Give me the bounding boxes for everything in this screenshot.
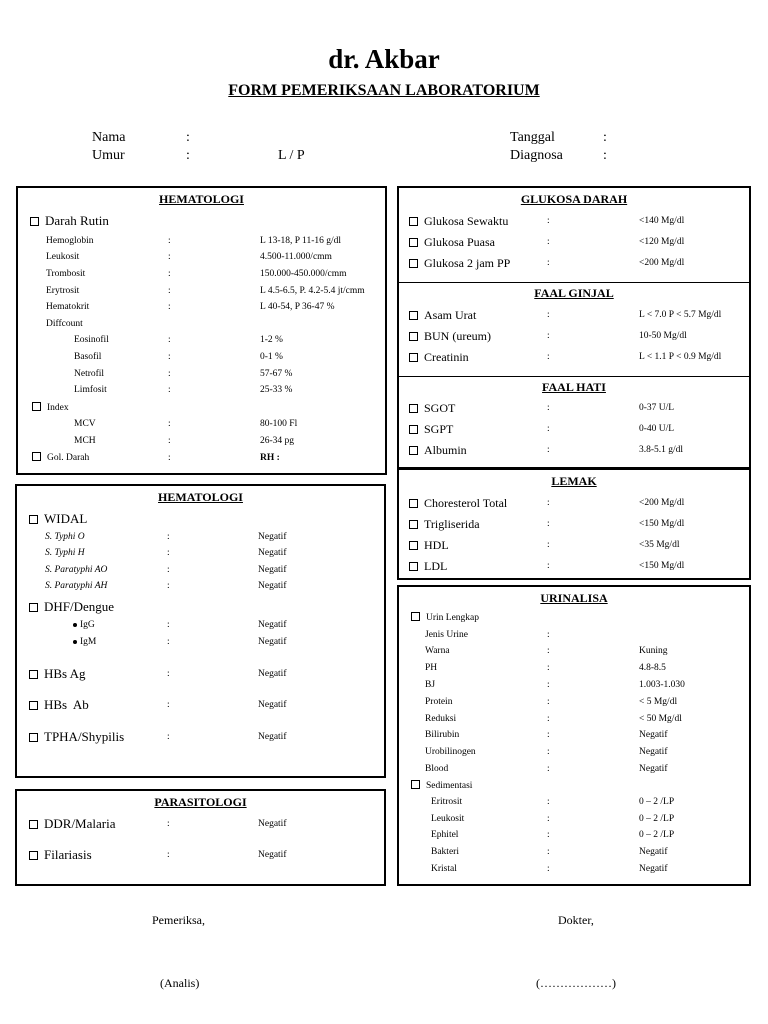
colon: : bbox=[167, 620, 170, 630]
sedimentasi-label: Sedimentasi bbox=[426, 781, 473, 791]
section-title: HEMATOLOGI bbox=[158, 490, 243, 504]
test-name: Reduksi bbox=[425, 714, 457, 724]
test-name: S. Paratyphi AH bbox=[45, 581, 108, 591]
colon: : bbox=[168, 453, 171, 463]
colon: : bbox=[547, 830, 550, 840]
test-name: S. Paratyphi AO bbox=[45, 565, 108, 575]
test-range: 150.000-450.000/cmm bbox=[260, 269, 347, 279]
test-name: Glukosa 2 jam PP bbox=[424, 256, 511, 270]
diffcount-label: Diffcount bbox=[46, 319, 83, 329]
checkbox-icon[interactable] bbox=[411, 780, 420, 789]
nama-colon: : bbox=[186, 130, 190, 145]
checkbox-icon[interactable] bbox=[409, 562, 418, 571]
test-name: SGPT bbox=[424, 422, 454, 436]
test-name: Basofil bbox=[74, 352, 102, 362]
colon: : bbox=[547, 764, 550, 774]
colon: : bbox=[168, 385, 171, 395]
test-range: 80-100 Fl bbox=[260, 419, 298, 429]
dokter-signature: (………………) bbox=[536, 976, 616, 990]
colon: : bbox=[547, 814, 550, 824]
test-range: 10-50 Mg/dl bbox=[639, 331, 687, 341]
checkbox-icon[interactable] bbox=[409, 404, 418, 413]
section-title: LEMAK bbox=[551, 474, 597, 488]
test-name: Blood bbox=[425, 764, 449, 774]
colon: : bbox=[547, 847, 550, 857]
test-name: Glukosa Puasa bbox=[424, 235, 495, 249]
test-range: Negatif bbox=[639, 764, 668, 774]
test-name: MCH bbox=[74, 436, 96, 446]
test-name: S. Typhi H bbox=[45, 548, 85, 558]
colon: : bbox=[547, 663, 550, 673]
test-name: Urobilinogen bbox=[425, 747, 476, 757]
test-range: 0-40 U/L bbox=[639, 424, 675, 434]
test-range: <35 Mg/dl bbox=[639, 540, 680, 550]
test-name: Jenis Urine bbox=[425, 630, 469, 640]
colon: : bbox=[547, 680, 550, 690]
test-name: Choresterol Total bbox=[424, 496, 508, 510]
colon: : bbox=[547, 630, 550, 640]
checkbox-icon[interactable] bbox=[29, 670, 38, 679]
test-range: Negatif bbox=[639, 864, 668, 874]
test-name: S. Typhi O bbox=[45, 532, 85, 542]
colon: : bbox=[547, 498, 550, 508]
test-range: <150 Mg/dl bbox=[639, 561, 685, 571]
colon: : bbox=[168, 269, 171, 279]
colon: : bbox=[547, 216, 550, 226]
colon: : bbox=[168, 419, 171, 429]
test-range: 26-34 pg bbox=[260, 436, 295, 446]
colon: : bbox=[547, 424, 550, 434]
checkbox-icon[interactable] bbox=[29, 603, 38, 612]
test-result: Negatif bbox=[258, 819, 287, 829]
test-name: Ephitel bbox=[431, 830, 459, 840]
section-title: GLUKOSA DARAH bbox=[520, 192, 628, 206]
test-name: IgM bbox=[80, 637, 97, 647]
hematologi-panel bbox=[16, 186, 387, 475]
colon: : bbox=[547, 747, 550, 757]
checkbox-icon[interactable] bbox=[29, 820, 38, 829]
colon: : bbox=[547, 237, 550, 247]
colon: : bbox=[167, 819, 170, 829]
parasitologi-panel bbox=[15, 789, 386, 886]
checkbox-icon[interactable] bbox=[409, 332, 418, 341]
test-name: Trigliserida bbox=[424, 517, 480, 531]
bullet-icon bbox=[73, 640, 77, 644]
test-result: Negatif bbox=[258, 581, 287, 591]
test-name: Glukosa Sewaktu bbox=[424, 214, 509, 228]
test-name: Leukosit bbox=[46, 252, 80, 262]
colon: : bbox=[168, 436, 171, 446]
umur-label: Umur bbox=[92, 148, 125, 163]
colon: : bbox=[547, 697, 550, 707]
form-title: FORM PEMERIKSAAN LABORATORIUM bbox=[228, 82, 540, 99]
colon: : bbox=[547, 540, 550, 550]
test-range: <120 Mg/dl bbox=[639, 237, 685, 247]
test-name: Hemoglobin bbox=[46, 236, 94, 246]
colon: : bbox=[167, 548, 170, 558]
test-range: Negatif bbox=[639, 747, 668, 757]
checkbox-icon[interactable] bbox=[32, 452, 41, 461]
colon: : bbox=[547, 445, 550, 455]
test-name: LDL bbox=[424, 559, 448, 573]
colon: : bbox=[167, 669, 170, 679]
section-title: HEMATOLOGI bbox=[159, 192, 244, 206]
checkbox-icon[interactable] bbox=[409, 353, 418, 362]
test-range: 0-1 % bbox=[260, 352, 283, 362]
colon: : bbox=[167, 700, 170, 710]
test-name: Asam Urat bbox=[424, 308, 477, 322]
kimia-panel bbox=[397, 186, 751, 469]
test-name: Kristal bbox=[431, 864, 457, 874]
nama-label: Nama bbox=[92, 130, 126, 145]
test-range: L < 1.1 P < 0.9 Mg/dl bbox=[639, 352, 722, 362]
colon: : bbox=[547, 310, 550, 320]
checkbox-icon[interactable] bbox=[409, 499, 418, 508]
index-label: Index bbox=[47, 403, 69, 413]
test-result: Negatif bbox=[258, 532, 287, 542]
test-range: L 4.5-6.5, P. 4.2-5.4 jt/cmm bbox=[260, 286, 365, 296]
test-name: BUN (ureum) bbox=[424, 329, 491, 343]
test-name: Creatinin bbox=[424, 350, 469, 364]
test-result: Negatif bbox=[258, 565, 287, 575]
serologi-panel bbox=[15, 484, 386, 778]
test-name: Filariasis bbox=[44, 847, 92, 862]
test-result: Negatif bbox=[258, 850, 287, 860]
test-name: Trombosit bbox=[46, 269, 86, 279]
test-range: Negatif bbox=[639, 847, 668, 857]
test-range: 0-37 U/L bbox=[639, 403, 675, 413]
test-range: L 40-54, P 36-47 % bbox=[260, 302, 335, 312]
section-title: FAAL HATI bbox=[542, 380, 606, 394]
colon: : bbox=[168, 352, 171, 362]
test-name: PH bbox=[425, 663, 438, 673]
checkbox-icon[interactable] bbox=[409, 520, 418, 529]
test-range: 1.003-1.030 bbox=[639, 680, 685, 690]
test-range: 0 – 2 /LP bbox=[639, 814, 675, 824]
doctor-name: dr. Akbar bbox=[328, 44, 440, 74]
colon: : bbox=[167, 850, 170, 860]
analis-signature: (Analis) bbox=[160, 976, 200, 990]
test-name: Eosinofil bbox=[74, 335, 109, 345]
tanggal-label: Tanggal bbox=[510, 130, 555, 145]
checkbox-icon[interactable] bbox=[409, 446, 418, 455]
test-result: Negatif bbox=[258, 620, 287, 630]
rh-label: RH : bbox=[260, 453, 280, 463]
checkbox-icon[interactable] bbox=[30, 217, 39, 226]
checkbox-icon[interactable] bbox=[409, 425, 418, 434]
bullet-icon bbox=[73, 623, 77, 627]
colon: : bbox=[168, 286, 171, 296]
test-range: <200 Mg/dl bbox=[639, 258, 685, 268]
test-range: 25-33 % bbox=[260, 385, 293, 395]
test-result: Negatif bbox=[258, 669, 287, 679]
checkbox-icon[interactable] bbox=[409, 217, 418, 226]
checkbox-icon[interactable] bbox=[32, 402, 41, 411]
test-name: Eritrosit bbox=[431, 797, 463, 807]
test-range: < 5 Mg/dl bbox=[639, 697, 678, 707]
test-name: Netrofil bbox=[74, 369, 105, 379]
colon: : bbox=[547, 730, 550, 740]
colon: : bbox=[167, 565, 170, 575]
urinalisa-panel bbox=[397, 585, 751, 886]
test-name: Erytrosit bbox=[46, 286, 80, 296]
test-name: HDL bbox=[424, 538, 449, 552]
colon: : bbox=[167, 637, 170, 647]
test-range: Kuning bbox=[639, 646, 668, 656]
test-name: SGOT bbox=[424, 401, 456, 415]
test-name: Leukosit bbox=[431, 814, 465, 824]
divider bbox=[399, 376, 749, 377]
test-result: Negatif bbox=[258, 637, 287, 647]
colon: : bbox=[547, 561, 550, 571]
checkbox-icon[interactable] bbox=[409, 311, 418, 320]
section-title: URINALISA bbox=[540, 591, 608, 605]
test-name: IgG bbox=[80, 620, 95, 630]
test-range: Negatif bbox=[639, 730, 668, 740]
colon: : bbox=[547, 258, 550, 268]
test-name: Albumin bbox=[424, 443, 467, 457]
checkbox-icon[interactable] bbox=[29, 701, 38, 710]
test-range: 4.8-8.5 bbox=[639, 663, 666, 673]
checkbox-icon[interactable] bbox=[409, 259, 418, 268]
gol-darah-label: Gol. Darah bbox=[47, 453, 90, 463]
checkbox-icon[interactable] bbox=[409, 238, 418, 247]
test-name: Protein bbox=[425, 697, 453, 707]
test-result: Negatif bbox=[258, 548, 287, 558]
test-result: Negatif bbox=[258, 700, 287, 710]
colon: : bbox=[168, 302, 171, 312]
test-range: L < 7.0 P < 5.7 Mg/dl bbox=[639, 310, 722, 320]
checkbox-icon[interactable] bbox=[29, 851, 38, 860]
test-name: Warna bbox=[425, 646, 450, 656]
test-name: HBs Ag bbox=[44, 666, 86, 681]
dokter-label: Dokter, bbox=[558, 913, 594, 927]
checkbox-icon[interactable] bbox=[411, 612, 420, 621]
diagnosa-label: Diagnosa bbox=[510, 148, 563, 163]
colon: : bbox=[167, 581, 170, 591]
colon: : bbox=[168, 252, 171, 262]
colon: : bbox=[547, 864, 550, 874]
colon: : bbox=[168, 335, 171, 345]
test-range: 0 – 2 /LP bbox=[639, 830, 675, 840]
pemeriksa-label: Pemeriksa, bbox=[152, 913, 205, 927]
test-name: TPHA/Shypilis bbox=[44, 729, 125, 744]
test-name: DDR/Malaria bbox=[44, 816, 116, 831]
colon: : bbox=[168, 236, 171, 246]
test-range: 3.8-5.1 g/dl bbox=[639, 445, 684, 455]
urin-lengkap-label: Urin Lengkap bbox=[426, 613, 480, 623]
test-range: L 13-18, P 11-16 g/dl bbox=[260, 236, 342, 246]
test-range: <150 Mg/dl bbox=[639, 519, 685, 529]
test-name: BJ bbox=[425, 680, 436, 690]
darah-rutin-label: Darah Rutin bbox=[45, 213, 109, 228]
colon: : bbox=[547, 714, 550, 724]
checkbox-icon[interactable] bbox=[29, 733, 38, 742]
test-range: 1-2 % bbox=[260, 335, 283, 345]
test-name: Bilirubin bbox=[425, 730, 460, 740]
dhf-label: DHF/Dengue bbox=[44, 599, 115, 614]
colon: : bbox=[547, 519, 550, 529]
colon: : bbox=[167, 532, 170, 542]
colon: : bbox=[547, 403, 550, 413]
divider bbox=[399, 282, 749, 283]
colon: : bbox=[547, 352, 550, 362]
test-result: Negatif bbox=[258, 732, 287, 742]
lemak-panel bbox=[397, 468, 751, 580]
test-name: HBs Ab bbox=[44, 697, 89, 712]
checkbox-icon[interactable] bbox=[29, 515, 38, 524]
colon: : bbox=[547, 797, 550, 807]
gender-label: L / P bbox=[278, 148, 305, 163]
test-name: Hematokrit bbox=[46, 302, 90, 312]
test-name: Bakteri bbox=[431, 847, 459, 857]
widal-label: WIDAL bbox=[44, 511, 88, 526]
umur-colon: : bbox=[186, 148, 190, 163]
section-title: FAAL GINJAL bbox=[534, 286, 614, 300]
section-title: PARASITOLOGI bbox=[154, 795, 247, 809]
colon: : bbox=[168, 369, 171, 379]
test-range: 0 – 2 /LP bbox=[639, 797, 675, 807]
colon: : bbox=[167, 732, 170, 742]
test-range: <200 Mg/dl bbox=[639, 498, 685, 508]
checkbox-icon[interactable] bbox=[409, 541, 418, 550]
test-range: <140 Mg/dl bbox=[639, 216, 685, 226]
test-range: 4.500-11.000/cmm bbox=[260, 252, 332, 262]
tanggal-colon: : bbox=[603, 130, 607, 145]
test-name: Limfosit bbox=[74, 385, 107, 395]
test-name: MCV bbox=[74, 419, 96, 429]
colon: : bbox=[547, 646, 550, 656]
colon: : bbox=[547, 331, 550, 341]
test-range: 57-67 % bbox=[260, 369, 293, 379]
diagnosa-colon: : bbox=[603, 148, 607, 163]
test-range: < 50 Mg/dl bbox=[639, 714, 682, 724]
